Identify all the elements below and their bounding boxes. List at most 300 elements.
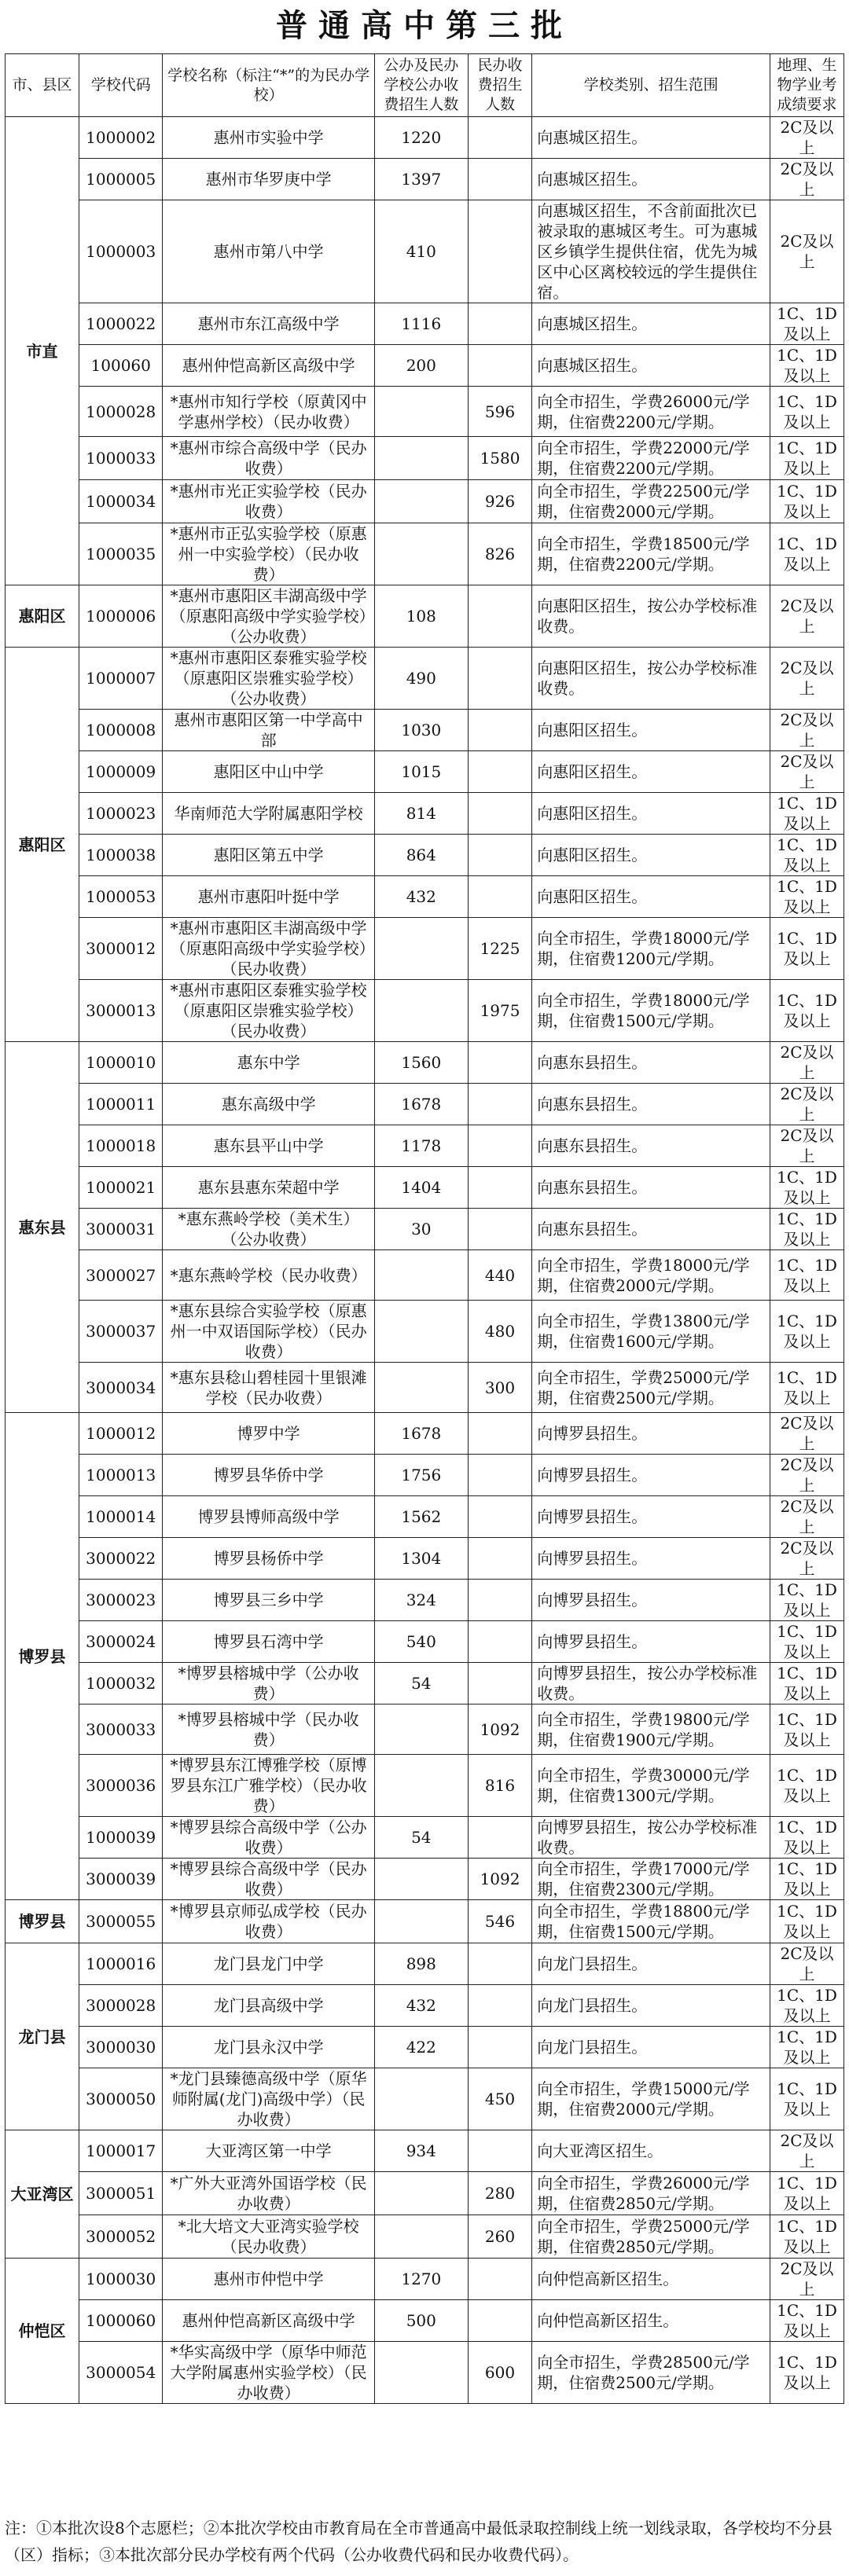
public-count-cell: 422	[374, 2027, 468, 2068]
public-count-cell: 1560	[374, 1042, 468, 1084]
private-count-cell	[468, 1209, 531, 1250]
table-row	[6, 2342, 844, 2404]
private-count-cell	[468, 1943, 531, 1985]
school-code-cell: 3000024	[79, 1621, 162, 1663]
public-count-cell: 108	[374, 585, 468, 648]
public-count-cell: 1397	[374, 159, 468, 200]
public-count-cell	[374, 1363, 468, 1413]
private-count-cell	[468, 1084, 531, 1125]
private-count-cell	[468, 200, 531, 303]
requirement-cell: 1C、1D及以上	[770, 2300, 844, 2342]
header-private-count: 民办收费招生人数	[468, 54, 531, 117]
region-cell: 惠东县	[6, 1042, 79, 1413]
public-count-cell: 1304	[374, 1538, 468, 1580]
admission-scope-cell: 向惠阳区招生。	[532, 710, 770, 751]
private-count-cell	[468, 1817, 531, 1859]
table-row	[6, 387, 844, 437]
table-row	[6, 1580, 844, 1621]
admission-scope-cell: 向博罗县招生。	[532, 1455, 770, 1496]
private-count-cell: 816	[468, 1755, 531, 1817]
requirement-cell: 1C、1D及以上	[770, 2027, 844, 2068]
school-name-cell: 惠东县惠东荣超中学	[163, 1167, 374, 1209]
admission-scope-cell: 向全市招生，学费26000元/学期，住宿费2850元/学期。	[532, 2172, 770, 2215]
header-requirement: 地理、生物学业考成绩要求	[770, 54, 844, 117]
public-count-cell: 54	[374, 1817, 468, 1859]
requirement-cell: 1C、1D及以上	[770, 1167, 844, 1209]
requirement-cell: 2C及以上	[770, 1455, 844, 1496]
school-code-cell: 3000012	[79, 918, 162, 980]
school-name-cell: 惠州市第八中学	[163, 200, 374, 303]
school-code-cell: 1000017	[79, 2130, 162, 2172]
school-name-cell: *广外大亚湾外国语学校（民办收费）	[163, 2172, 374, 2215]
table-row	[6, 835, 844, 876]
school-name-cell: *惠州市惠阳区泰雅实验学校（原惠阳区崇雅实验学校）（民办收费）	[163, 980, 374, 1042]
private-count-cell	[468, 1985, 531, 2027]
school-code-cell: 3000033	[79, 1704, 162, 1755]
public-count-cell: 934	[374, 2130, 468, 2172]
school-code-cell: 3000031	[79, 1209, 162, 1250]
school-code-cell: 1000030	[79, 2259, 162, 2300]
table-row	[6, 1413, 844, 1455]
table-row	[6, 303, 844, 345]
public-count-cell	[374, 1301, 468, 1363]
admission-scope-cell: 向全市招生，学费18000元/学期，住宿费1500元/学期。	[532, 980, 770, 1042]
school-code-cell: 1000007	[79, 648, 162, 710]
table-row	[6, 1125, 844, 1167]
requirement-cell: 1C、1D及以上	[770, 1209, 844, 1250]
school-code-cell: 1000038	[79, 835, 162, 876]
private-count-cell: 1975	[468, 980, 531, 1042]
school-name-cell: *博罗县榕城中学（民办收费）	[163, 1704, 374, 1755]
admission-scope-cell: 向惠阳区招生，按公办学校标准收费。	[532, 648, 770, 710]
requirement-cell: 2C及以上	[770, 2130, 844, 2172]
school-name-cell: *惠州市正弘实验学校（原惠州一中实验学校）（民办收费）	[163, 523, 374, 585]
admission-scope-cell: 向全市招生，学费25000元/学期，住宿费2500元/学期。	[532, 1363, 770, 1413]
school-name-cell: 博罗县华侨中学	[163, 1455, 374, 1496]
school-name-cell: 博罗县石湾中学	[163, 1621, 374, 1663]
requirement-cell: 1C、1D及以上	[770, 2342, 844, 2404]
school-code-cell: 3000028	[79, 1985, 162, 2027]
region-cell: 龙门县	[6, 1943, 79, 2130]
school-code-cell: 3000034	[79, 1363, 162, 1413]
public-count-cell	[374, 480, 468, 523]
table-header-row	[6, 54, 844, 117]
school-code-cell: 1000028	[79, 387, 162, 437]
requirement-cell: 1C、1D及以上	[770, 345, 844, 387]
school-code-cell: 1000006	[79, 585, 162, 648]
requirement-cell: 1C、1D及以上	[770, 1580, 844, 1621]
table-row	[6, 1209, 844, 1250]
admission-scope-cell: 向大亚湾区招生。	[532, 2130, 770, 2172]
private-count-cell: 826	[468, 523, 531, 585]
public-count-cell	[374, 437, 468, 480]
admission-scope-cell: 向全市招生，学费13800元/学期，住宿费1600元/学期。	[532, 1301, 770, 1363]
private-count-cell	[468, 648, 531, 710]
requirement-cell: 1C、1D及以上	[770, 1704, 844, 1755]
public-count-cell: 898	[374, 1943, 468, 1985]
admission-scope-cell: 向惠阳区招生。	[532, 835, 770, 876]
admission-scope-cell: 向博罗县招生。	[532, 1580, 770, 1621]
school-name-cell: *博罗县京师弘成学校（民办收费）	[163, 1900, 374, 1943]
header-name: 学校名称（标注“*”的为民办学校）	[163, 54, 374, 117]
admission-scope-cell: 向博罗县招生，按公办学校标准收费。	[532, 1817, 770, 1859]
requirement-cell: 2C及以上	[770, 585, 844, 648]
school-code-cell: 3000051	[79, 2172, 162, 2215]
school-name-cell: 惠阳区中山中学	[163, 751, 374, 793]
school-name-cell: *惠州市综合高级中学（民办收费）	[163, 437, 374, 480]
school-code-cell: 1000002	[79, 117, 162, 159]
public-count-cell	[374, 1755, 468, 1817]
table-row	[6, 1167, 844, 1209]
table-row	[6, 793, 844, 835]
table-row	[6, 1084, 844, 1125]
school-name-cell: 龙门县永汉中学	[163, 2027, 374, 2068]
requirement-cell: 2C及以上	[770, 1125, 844, 1167]
school-code-cell: 1000005	[79, 159, 162, 200]
requirement-cell: 1C、1D及以上	[770, 1985, 844, 2027]
admission-scope-cell: 向惠东县招生。	[532, 1209, 770, 1250]
public-count-cell: 814	[374, 793, 468, 835]
requirement-cell: 2C及以上	[770, 1413, 844, 1455]
private-count-cell	[468, 2027, 531, 2068]
school-name-cell: *惠州市惠阳区丰湖高级中学（原惠阳高级中学实验学校）（民办收费）	[163, 918, 374, 980]
requirement-cell: 1C、1D及以上	[770, 2215, 844, 2259]
public-count-cell: 1030	[374, 710, 468, 751]
private-count-cell	[468, 751, 531, 793]
public-count-cell	[374, 1250, 468, 1301]
requirement-cell: 1C、1D及以上	[770, 1817, 844, 1859]
admission-scope-cell: 向博罗县招生。	[532, 1621, 770, 1663]
table-row	[6, 1859, 844, 1900]
header-public-count: 公办及民办学校公办收费招生人数	[374, 54, 468, 117]
private-count-cell	[468, 585, 531, 648]
private-count-cell: 1580	[468, 437, 531, 480]
school-name-cell: 大亚湾区第一中学	[163, 2130, 374, 2172]
private-count-cell	[468, 303, 531, 345]
school-name-cell: 惠东高级中学	[163, 1084, 374, 1125]
private-count-cell: 1092	[468, 1859, 531, 1900]
table-row	[6, 1455, 844, 1496]
table-row	[6, 1621, 844, 1663]
public-count-cell: 324	[374, 1580, 468, 1621]
requirement-cell: 1C、1D及以上	[770, 303, 844, 345]
private-count-cell	[468, 1496, 531, 1538]
school-code-cell: 3000022	[79, 1538, 162, 1580]
admission-scope-cell: 向仲恺高新区招生。	[532, 2300, 770, 2342]
admission-scope-cell: 向全市招生，学费17000元/学期，住宿费2300元/学期。	[532, 1859, 770, 1900]
table-row	[6, 980, 844, 1042]
school-name-cell: *华实高级中学（原华中师范大学附属惠州实验学校）（民办收费）	[163, 2342, 374, 2404]
public-count-cell	[374, 980, 468, 1042]
school-code-cell: 3000050	[79, 2068, 162, 2130]
school-name-cell: 惠州市实验中学	[163, 117, 374, 159]
table-row	[6, 345, 844, 387]
admission-scope-cell: 向全市招生，学费25000元/学期，住宿费2850元/学期。	[532, 2215, 770, 2259]
region-cell: 博罗县	[6, 1900, 79, 1943]
admission-scope-cell: 向全市招生，学费26000元/学期，住宿费2200元/学期。	[532, 387, 770, 437]
private-count-cell: 596	[468, 387, 531, 437]
private-count-cell	[468, 117, 531, 159]
admission-scope-cell: 向全市招生，学费15000元/学期，住宿费2000元/学期。	[532, 2068, 770, 2130]
school-name-cell: 华南师范大学附属惠阳学校	[163, 793, 374, 835]
private-count-cell	[468, 1621, 531, 1663]
school-name-cell: *龙门县臻德高级中学（原华师附属(龙门)高级中学）（民办收费）	[163, 2068, 374, 2130]
school-code-cell: 1000010	[79, 1042, 162, 1084]
school-code-cell: 1000060	[79, 2300, 162, 2342]
school-name-cell: *惠州市光正实验学校（民办收费）	[163, 480, 374, 523]
table-row	[6, 710, 844, 751]
school-name-cell: 博罗县博师高级中学	[163, 1496, 374, 1538]
school-name-cell: 惠州仲恺高新区高级中学	[163, 345, 374, 387]
admission-scope-cell: 向全市招生，学费28500元/学期，住宿费2500元/学期。	[532, 2342, 770, 2404]
requirement-cell: 1C、1D及以上	[770, 437, 844, 480]
region-cell: 仲恺区	[6, 2259, 79, 2404]
school-code-cell: 1000033	[79, 437, 162, 480]
school-name-cell: *惠东燕岭学校（民办收费）	[163, 1250, 374, 1301]
table-row	[6, 1663, 844, 1704]
table-row	[6, 1363, 844, 1413]
requirement-cell: 1C、1D及以上	[770, 793, 844, 835]
school-name-cell: 惠州市惠阳叶挺中学	[163, 876, 374, 918]
public-count-cell: 1404	[374, 1167, 468, 1209]
public-count-cell: 864	[374, 835, 468, 876]
admission-scope-cell: 向惠阳区招生。	[532, 793, 770, 835]
admission-scope-cell: 向惠阳区招生。	[532, 876, 770, 918]
school-code-cell: 1000022	[79, 303, 162, 345]
public-count-cell	[374, 2172, 468, 2215]
admission-scope-cell: 向惠阳区招生，按公办学校标准收费。	[532, 585, 770, 648]
table-body	[6, 117, 844, 2404]
table-row	[6, 585, 844, 648]
private-count-cell	[468, 1538, 531, 1580]
school-code-cell: 1000032	[79, 1663, 162, 1704]
public-count-cell: 1178	[374, 1125, 468, 1167]
admission-scope-cell: 向龙门县招生。	[532, 1985, 770, 2027]
school-name-cell: *惠东县综合实验学校（原惠州一中双语国际学校）（民办收费）	[163, 1301, 374, 1363]
admission-scope-cell: 向全市招生，学费18000元/学期，住宿费1200元/学期。	[532, 918, 770, 980]
admission-scope-cell: 向仲恺高新区招生。	[532, 2259, 770, 2300]
school-name-cell: 惠州市华罗庚中学	[163, 159, 374, 200]
private-count-cell	[468, 1663, 531, 1704]
requirement-cell: 2C及以上	[770, 1496, 844, 1538]
table-row	[6, 117, 844, 159]
private-count-cell	[468, 835, 531, 876]
table-row	[6, 2300, 844, 2342]
table-row	[6, 1042, 844, 1084]
school-name-cell: 惠州市东江高级中学	[163, 303, 374, 345]
admission-scope-cell: 向惠阳区招生。	[532, 751, 770, 793]
requirement-cell: 1C、1D及以上	[770, 835, 844, 876]
private-count-cell	[468, 710, 531, 751]
requirement-cell: 2C及以上	[770, 1943, 844, 1985]
table-row	[6, 751, 844, 793]
school-code-cell: 1000053	[79, 876, 162, 918]
admission-scope-cell: 向惠城区招生。	[532, 117, 770, 159]
private-count-cell	[468, 2130, 531, 2172]
region-cell: 市直	[6, 117, 79, 585]
private-count-cell	[468, 159, 531, 200]
requirement-cell: 1C、1D及以上	[770, 1250, 844, 1301]
requirement-cell: 1C、1D及以上	[770, 1900, 844, 1943]
school-code-cell: 1000021	[79, 1167, 162, 1209]
school-name-cell: *惠州市惠阳区丰湖高级中学（原惠阳高级中学实验学校）（公办收费）	[163, 585, 374, 648]
table-row	[6, 1301, 844, 1363]
requirement-cell: 2C及以上	[770, 1042, 844, 1084]
table-row	[6, 2215, 844, 2259]
school-code-cell: 3000037	[79, 1301, 162, 1363]
admission-scope-cell: 向龙门县招生。	[532, 2027, 770, 2068]
school-code-cell: 1000003	[79, 200, 162, 303]
private-count-cell	[468, 1042, 531, 1084]
school-name-cell: *惠州市惠阳区泰雅实验学校（原惠阳区崇雅实验学校）（公办收费）	[163, 648, 374, 710]
school-name-cell: 博罗中学	[163, 1413, 374, 1455]
school-code-cell: 100060	[79, 345, 162, 387]
table-row	[6, 480, 844, 523]
school-code-cell: 3000027	[79, 1250, 162, 1301]
table-row	[6, 648, 844, 710]
public-count-cell: 1220	[374, 117, 468, 159]
school-name-cell: 龙门县龙门中学	[163, 1943, 374, 1985]
school-code-cell: 1000012	[79, 1413, 162, 1455]
school-name-cell: *博罗县榕城中学（公办收费）	[163, 1663, 374, 1704]
school-name-cell: *惠东县稔山碧桂园十里银滩学校（民办收费）	[163, 1363, 374, 1413]
table-row	[6, 200, 844, 303]
requirement-cell: 2C及以上	[770, 200, 844, 303]
school-code-cell: 1000034	[79, 480, 162, 523]
school-code-cell: 3000055	[79, 1900, 162, 1943]
admission-scope-cell: 向全市招生，学费22500元/学期，住宿费2000元/学期。	[532, 480, 770, 523]
admission-scope-cell: 向全市招生，学费18800元/学期，住宿费1500元/学期。	[532, 1900, 770, 1943]
requirement-cell: 2C及以上	[770, 1538, 844, 1580]
private-count-cell: 600	[468, 2342, 531, 2404]
requirement-cell: 2C及以上	[770, 648, 844, 710]
public-count-cell: 500	[374, 2300, 468, 2342]
school-name-cell: 惠阳区第五中学	[163, 835, 374, 876]
school-name-cell: 博罗县三乡中学	[163, 1580, 374, 1621]
table-row	[6, 1496, 844, 1538]
public-count-cell: 1562	[374, 1496, 468, 1538]
table-row	[6, 437, 844, 480]
school-name-cell: *博罗县综合高级中学（公办收费）	[163, 1817, 374, 1859]
school-code-cell: 3000052	[79, 2215, 162, 2259]
region-cell: 博罗县	[6, 1413, 79, 1900]
public-count-cell	[374, 523, 468, 585]
private-count-cell: 260	[468, 2215, 531, 2259]
requirement-cell: 1C、1D及以上	[770, 1301, 844, 1363]
school-name-cell: 惠州市惠阳区第一中学高中部	[163, 710, 374, 751]
public-count-cell: 1015	[374, 751, 468, 793]
private-count-cell	[468, 345, 531, 387]
school-name-cell: 惠东中学	[163, 1042, 374, 1084]
public-count-cell: 54	[374, 1663, 468, 1704]
public-count-cell: 432	[374, 1985, 468, 2027]
admission-scope-cell: 向博罗县招生，按公办学校标准收费。	[532, 1663, 770, 1704]
admissions-table	[5, 53, 844, 2404]
table-row	[6, 2027, 844, 2068]
public-count-cell: 1678	[374, 1413, 468, 1455]
school-code-cell: 1000014	[79, 1496, 162, 1538]
table-row	[6, 2130, 844, 2172]
school-code-cell: 3000023	[79, 1580, 162, 1621]
table-row	[6, 2259, 844, 2300]
school-name-cell: *博罗县综合高级中学（民办收费）	[163, 1859, 374, 1900]
public-count-cell	[374, 2068, 468, 2130]
private-count-cell	[468, 876, 531, 918]
public-count-cell: 432	[374, 876, 468, 918]
school-code-cell: 1000035	[79, 523, 162, 585]
requirement-cell: 1C、1D及以上	[770, 1755, 844, 1817]
public-count-cell: 1270	[374, 2259, 468, 2300]
school-name-cell: 惠州仲恺高新区高级中学	[163, 2300, 374, 2342]
requirement-cell: 2C及以上	[770, 159, 844, 200]
requirement-cell: 1C、1D及以上	[770, 1663, 844, 1704]
private-count-cell	[468, 2300, 531, 2342]
admission-scope-cell: 向博罗县招生。	[532, 1538, 770, 1580]
table-row	[6, 1250, 844, 1301]
requirement-cell: 1C、1D及以上	[770, 2068, 844, 2130]
school-code-cell: 1000009	[79, 751, 162, 793]
admission-scope-cell: 向全市招生，学费30000元/学期，住宿费1300元/学期。	[532, 1755, 770, 1817]
admission-scope-cell: 向惠东县招生。	[532, 1084, 770, 1125]
public-count-cell	[374, 918, 468, 980]
private-count-cell: 440	[468, 1250, 531, 1301]
admission-scope-cell: 向惠东县招生。	[532, 1125, 770, 1167]
public-count-cell	[374, 1900, 468, 1943]
private-count-cell	[468, 1167, 531, 1209]
requirement-cell: 2C及以上	[770, 117, 844, 159]
admission-scope-cell: 向惠东县招生。	[532, 1042, 770, 1084]
private-count-cell: 300	[468, 1363, 531, 1413]
school-code-cell: 1000039	[79, 1817, 162, 1859]
public-count-cell: 410	[374, 200, 468, 303]
public-count-cell	[374, 1859, 468, 1900]
requirement-cell: 1C、1D及以上	[770, 387, 844, 437]
requirement-cell: 1C、1D及以上	[770, 918, 844, 980]
requirement-cell: 1C、1D及以上	[770, 523, 844, 585]
public-count-cell: 1678	[374, 1084, 468, 1125]
requirement-cell: 1C、1D及以上	[770, 980, 844, 1042]
region-cell: 惠阳区	[6, 585, 79, 648]
public-count-cell	[374, 2215, 468, 2259]
private-count-cell: 1092	[468, 1704, 531, 1755]
requirement-cell: 2C及以上	[770, 710, 844, 751]
private-count-cell	[468, 793, 531, 835]
table-row	[6, 1538, 844, 1580]
school-code-cell: 1000018	[79, 1125, 162, 1167]
private-count-cell	[468, 1580, 531, 1621]
private-count-cell: 1225	[468, 918, 531, 980]
school-code-cell: 1000016	[79, 1943, 162, 1985]
school-code-cell: 3000054	[79, 2342, 162, 2404]
school-code-cell: 1000008	[79, 710, 162, 751]
school-code-cell: 1000023	[79, 793, 162, 835]
requirement-cell: 2C及以上	[770, 1084, 844, 1125]
school-code-cell: 3000039	[79, 1859, 162, 1900]
requirement-cell: 1C、1D及以上	[770, 1859, 844, 1900]
table-row	[6, 523, 844, 585]
table-row	[6, 918, 844, 980]
admission-scope-cell: 向全市招生，学费22000元/学期，住宿费2200元/学期。	[532, 437, 770, 480]
school-name-cell: *北大培文大亚湾实验学校（民办收费）	[163, 2215, 374, 2259]
admission-scope-cell: 向惠东县招生。	[532, 1167, 770, 1209]
public-count-cell: 1116	[374, 303, 468, 345]
school-name-cell: 博罗县杨侨中学	[163, 1538, 374, 1580]
table-row	[6, 1985, 844, 2027]
school-code-cell: 3000013	[79, 980, 162, 1042]
admission-scope-cell: 向全市招生，学费18500元/学期，住宿费2200元/学期。	[532, 523, 770, 585]
table-row	[6, 876, 844, 918]
admission-scope-cell: 向惠城区招生，不含前面批次已被录取的惠城区考生。可为惠城区乡镇学生提供住宿，优先为城区中心区离校较远的学生提供住宿。	[532, 200, 770, 303]
